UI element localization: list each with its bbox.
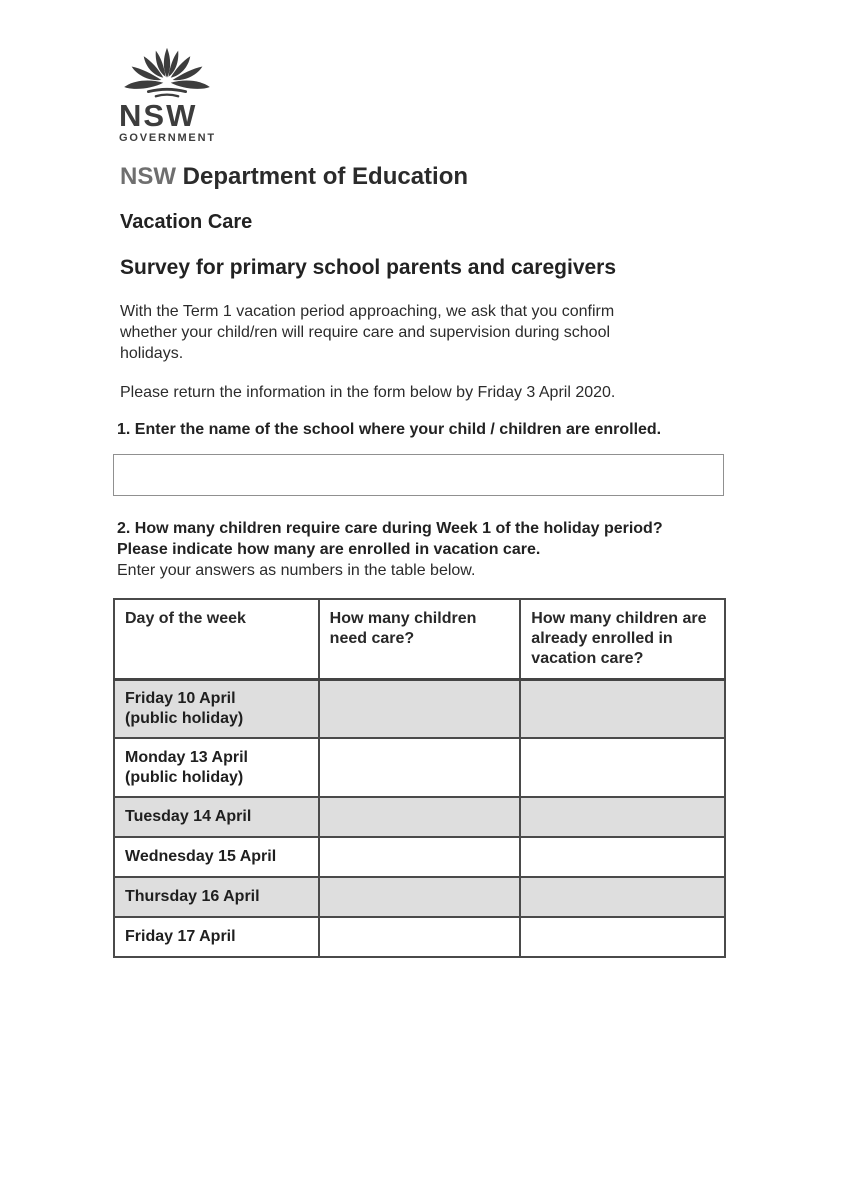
enrolled-cell[interactable] [520, 877, 725, 917]
intro-paragraph: With the Term 1 vacation period approaching, we ask that you confirm whether your child/ren will require care and supervision during school holidays. [120, 303, 615, 362]
day-cell: Wednesday 15 April [114, 837, 319, 877]
day-cell: Tuesday 14 April [114, 797, 319, 837]
return-by-paragraph: Please return the information in the form below by Friday 3 April 2020. [120, 384, 616, 401]
table-row [114, 837, 725, 877]
table-row [114, 797, 725, 837]
table-header-row [114, 599, 725, 679]
enrolled-cell[interactable] [520, 917, 725, 957]
day-cell: Friday 17 April [114, 917, 319, 957]
need-care-cell[interactable] [319, 877, 521, 917]
question2-label [117, 518, 726, 581]
week1-care-table [113, 598, 726, 958]
need-care-cell[interactable] [319, 837, 521, 877]
need-care-cell[interactable] [319, 738, 521, 797]
document-subtitle: Vacation Care [120, 211, 253, 233]
need-care-cell[interactable] [319, 917, 521, 957]
table-row [114, 877, 725, 917]
page-title [120, 164, 726, 190]
day-cell: Monday 13 April (public holiday) [114, 738, 319, 797]
survey-title: Survey for primary school parents and caregivers [120, 256, 617, 279]
logo-org-text: NSW [119, 98, 198, 133]
question2-label-line1: 2. How many children require care during Week 1 of the holiday period? [117, 520, 663, 537]
waratah-icon [119, 46, 229, 100]
title-brand: NSW [120, 163, 176, 190]
title-text: Department of Education [182, 163, 469, 190]
logo-suborg-text: GOVERNMENT [119, 132, 216, 144]
question1-label: 1. Enter the name of the school where your child / children are enrolled. [117, 421, 662, 438]
header-already-enrolled: How many children are already enrolled in vacation care? [520, 599, 725, 679]
need-care-cell[interactable] [319, 797, 521, 837]
day-cell: Friday 10 April (public holiday) [114, 679, 319, 738]
enrolled-cell[interactable] [520, 738, 725, 797]
question2-instruction: Enter your answers as numbers in the table below. [117, 562, 476, 579]
table-row [114, 738, 725, 797]
enrolled-cell[interactable] [520, 797, 725, 837]
header-day-of-week: Day of the week [114, 599, 319, 679]
nsw-government-logo [119, 46, 229, 144]
enrolled-cell[interactable] [520, 837, 725, 877]
need-care-cell[interactable] [319, 679, 521, 738]
table-row [114, 679, 725, 738]
header-need-care: How many children need care? [319, 599, 521, 679]
table-row [114, 917, 725, 957]
school-name-input[interactable] [113, 454, 724, 496]
question2-label-line2: Please indicate how many are enrolled in vacation care. [117, 541, 541, 558]
day-cell: Thursday 16 April [114, 877, 319, 917]
enrolled-cell[interactable] [520, 679, 725, 738]
page-content [113, 0, 726, 958]
